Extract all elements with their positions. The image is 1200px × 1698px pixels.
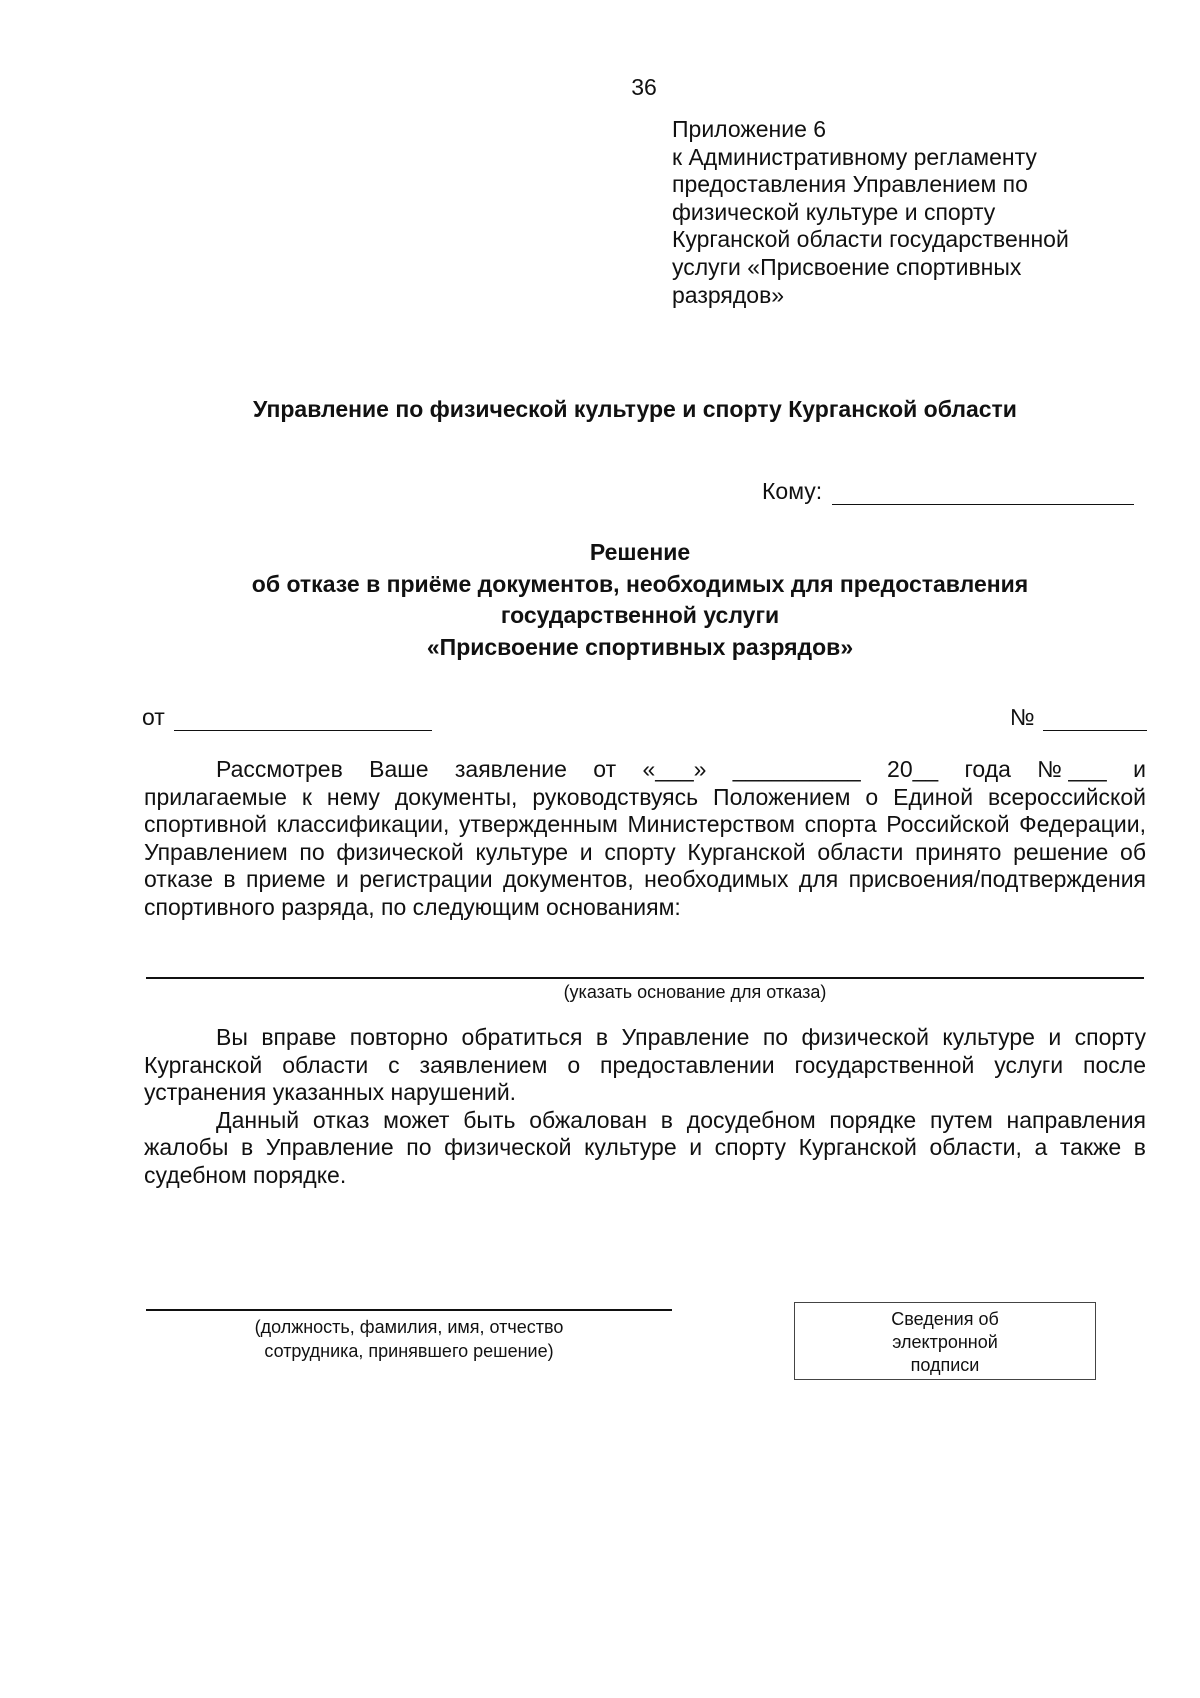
text-word: заявление [454,756,567,782]
appendix-line: услуги «Присвоение спортивных [672,253,1022,280]
decision-subtitle-line: государственной услуги [500,602,780,628]
esign-line: электронной [892,1332,998,1352]
repeat-appeal-text: Вы вправе повторно обратиться в Управление по физической культуре и спорту Курганской области с заявлением о предоставлении государственной услуги после устранения указанных нарушений. [144,1024,1146,1106]
signature-caption [146,1315,672,1363]
number-label: № [1010,704,1035,730]
appeal-text: Данный отказ может быть обжалован в досудебном порядке путем направления жалобы в Управление по физической культуре и спорту Курганской области, а также в судебном порядке. [144,1106,1146,1188]
recipient-blank-line [832,482,1134,505]
appendix-line: к Административному регламенту [672,143,1037,170]
esign-line: Сведения об [891,1309,999,1329]
electronic-signature-box [794,1302,1096,1380]
text-word: и [1133,756,1146,782]
application-year-blank: 20__ [887,756,939,782]
esign-line: подписи [910,1355,980,1375]
application-month-blank: __________ [732,756,861,782]
recipient-field [762,478,1134,505]
reason-caption: (указать основание для отказа) [563,982,827,1002]
number-field [1010,704,1147,731]
application-number-blank: № ___ [1037,756,1107,782]
application-day-blank: «___» [642,756,707,782]
main-paragraph-rest: прилагаемые к нему документы, руководствуясь Положением о Единой всероссийской спортивной классификации, утвержденным Министерством спорта Российской Федерации, Управлением по физической культуре и спорту Курганской области принято решение об отказе в приеме и регистрации документов, необходимых для присвоения/подтверждения спортивного разряда, по следующим основаниям: [144,783,1146,920]
appendix-line: Приложение 6 [672,116,827,142]
text-word: от [593,756,617,782]
decision-title: Решение [589,539,691,565]
repeat-appeal-paragraph [144,1024,1146,1190]
reason-blank-line [146,977,1144,979]
date-blank-line [174,708,432,731]
appendix-line: разрядов» [672,281,785,308]
text-word: Рассмотрев [216,756,343,782]
number-blank-line [1043,708,1147,731]
signature-caption-line: сотрудника, принявшего решение) [264,1341,554,1361]
text-word: Ваше [369,756,429,782]
appendix-block [672,116,1112,309]
recipient-label: Кому: [762,478,823,504]
signature-caption-line: (должность, фамилия, имя, отчество [254,1317,564,1337]
decision-title-block [140,537,1140,663]
decision-subtitle-line: «Присвоение спортивных разрядов» [426,633,854,660]
main-paragraph [144,756,1146,922]
signature-blank-line [146,1309,672,1311]
page-number: 36 [631,74,657,100]
appendix-line: физической культуре и спорту [672,198,996,225]
date-label: от [142,704,165,730]
appendix-line: предоставления Управлением по [672,171,1028,198]
decision-subtitle-line: об отказе в приёме документов, необходимых для предоставления [251,570,1029,597]
date-field [142,704,432,731]
organization-heading: Управление по физической культуре и спорту Курганской области [253,396,1017,422]
appendix-line: Курганской области государственной [672,226,1069,253]
main-paragraph-first-line [144,756,1146,784]
text-word: года [964,756,1011,782]
